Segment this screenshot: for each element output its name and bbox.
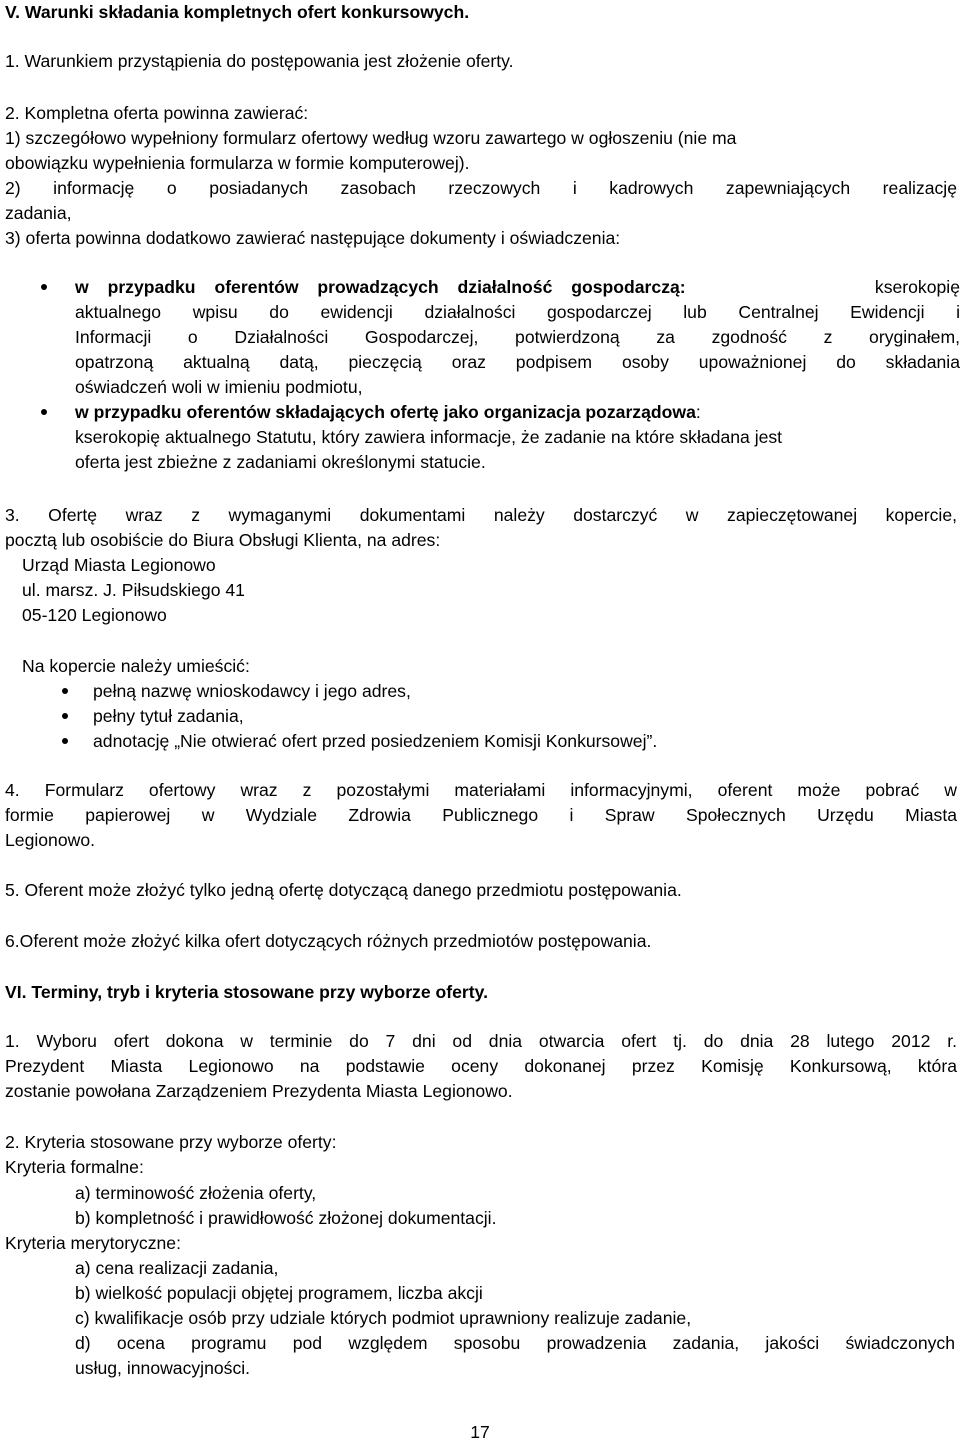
paragraph-6: 6.Oferent może złożyć kilka ofert dotyczących różnych przedmiotów postępowania. [5, 931, 652, 951]
paragraph-4-line-2: formie papierowej w Wydziale Zdrowia Publicznego i Spraw Społecznych Urzędu Miasta [5, 805, 957, 825]
merit-criteria-item: a) cena realizacji zadania, [75, 1258, 279, 1278]
bullet-icon [62, 688, 68, 694]
envelope-item-1: pełną nazwę wnioskodawcy i jego adres, [93, 681, 411, 701]
section-6-paragraph-1-line-3: zostanie powołana Zarządzeniem Prezydenta Miasta Legionowo. [5, 1081, 513, 1101]
formal-criteria-item: b) kompletność i prawidłowość złożonej dokumentacji. [75, 1208, 497, 1228]
paragraph-4-line-3: Legionowo. [5, 830, 95, 850]
bullet-2-line-2: kserokopię aktualnego Statutu, który zawiera informacje, że zadanie na które składana jest [75, 427, 783, 447]
address-line-2: ul. marsz. J. Piłsudskiego 41 [22, 580, 245, 600]
merit-criteria-item: c) kwalifikacje osób przy udziale których podmiot uprawniony realizuje zadanie, [75, 1308, 692, 1328]
paragraph-2-item-1-line-1: 1) szczegółowo wypełniony formularz ofertowy według wzoru zawartego w ogłoszeniu (nie ma [5, 128, 737, 148]
envelope-item-3: adnotację „Nie otwierać ofert przed posiedzeniem Komisji Konkursowej”. [93, 731, 658, 751]
paragraph-5: 5. Oferent może złożyć tylko jedną ofertę dotyczącą danego przedmiotu postępowania. [5, 880, 682, 900]
paragraph-3-line-2: pocztą lub osobiście do Biura Obsługi Klienta, na adres: [5, 530, 441, 550]
bullet-icon [62, 738, 68, 744]
section-6-paragraph-2-intro: 2. Kryteria stosowane przy wyborze oferty: [5, 1132, 337, 1152]
merit-criteria-label: Kryteria merytoryczne: [5, 1233, 181, 1253]
merit-criteria-item-d-line-2: usług, innowacyjności. [75, 1358, 251, 1378]
bullet-1-line-1 [75, 275, 960, 300]
paragraph-2-item-2-line-1: 2) informację o posiadanych zasobach rzeczowych i kadrowych zapewniających realizację [5, 178, 957, 198]
merit-criteria-item-d-line-1: d) ocena programu pod względem sposobu prowadzenia zadania, jakości świadczonych [75, 1333, 955, 1353]
bullet-2-line-3: oferta jest zbieżne z zadaniami określonymi statucie. [75, 452, 486, 472]
paragraph-4-line-1: 4. Formularz ofertowy wraz z pozostałymi materiałami informacyjnymi, oferent może pobrać w [5, 780, 957, 800]
bullet-1-line-4: opatrzoną aktualną datą, pieczęcią oraz podpisem osoby upoważnionej do składania [75, 352, 960, 372]
paragraph-2-item-3: 3) oferta powinna dodatkowo zawierać następujące dokumenty i oświadczenia: [5, 228, 621, 248]
bullet-2-line-1 [75, 400, 960, 425]
section-5-heading: V. Warunki składania kompletnych ofert konkursowych. [5, 2, 470, 22]
paragraph-2-item-2-line-2: zadania, [5, 203, 72, 223]
bullet-1-line-5: oświadczeń woli w imieniu podmiotu, [75, 377, 363, 397]
paragraph-1: 1. Warunkiem przystąpienia do postępowania jest złożenie oferty. [5, 51, 514, 71]
bullet-icon [62, 713, 68, 719]
section-6-paragraph-1-line-2: Prezydent Miasta Legionowo na podstawie oceny dokonanej przez Komisję Konkursową, która [5, 1056, 957, 1076]
merit-criteria-item: b) wielkość populacji objętej programem, liczba akcji [75, 1283, 483, 1303]
section-6-heading: VI. Terminy, tryb i kryteria stosowane przy wyborze oferty. [5, 982, 488, 1002]
bullet-1-line-2: aktualnego wpisu do ewidencji działalności gospodarczej lub Centralnej Ewidencji i [75, 302, 960, 322]
paragraph-2-intro: 2. Kompletna oferta powinna zawierać: [5, 103, 309, 123]
formal-criteria-label: Kryteria formalne: [5, 1157, 144, 1177]
page-number: 17 [470, 1422, 490, 1442]
paragraph-2-item-1-line-2: obowiązku wypełnienia formularza w formie komputerowej). [5, 153, 470, 173]
bullet-1-rest: kserokopię [874, 277, 960, 297]
bullet-icon [41, 284, 47, 290]
address-line-1: Urząd Miasta Legionowo [22, 555, 216, 575]
envelope-intro: Na kopercie należy umieścić: [22, 656, 250, 676]
envelope-item-2: pełny tytuł zadania, [93, 706, 244, 726]
paragraph-3-line-1: 3. Ofertę wraz z wymaganymi dokumentami należy dostarczyć w zapieczętowanej kopercie, [5, 505, 957, 525]
bullet-2-colon: : [695, 402, 701, 422]
bullet-1-bold-text: w przypadku oferentów prowadzących działalność gospodarczą: [75, 277, 686, 297]
section-6-paragraph-1-line-1: 1. Wyboru ofert dokona w terminie do 7 dni od dnia otwarcia ofert tj. do dnia 28 lutego 2012 r. [5, 1031, 957, 1051]
bullet-icon [41, 409, 47, 415]
address-line-3: 05-120 Legionowo [22, 605, 167, 625]
bullet-2-bold-text: w przypadku oferentów składających ofertę jako organizacja pozarządowa [75, 402, 696, 422]
formal-criteria-item: a) terminowość złożenia oferty, [75, 1183, 317, 1203]
bullet-1-line-3: Informacji o Działalności Gospodarczej, potwierdzoną za zgodność z oryginałem, [75, 327, 960, 347]
